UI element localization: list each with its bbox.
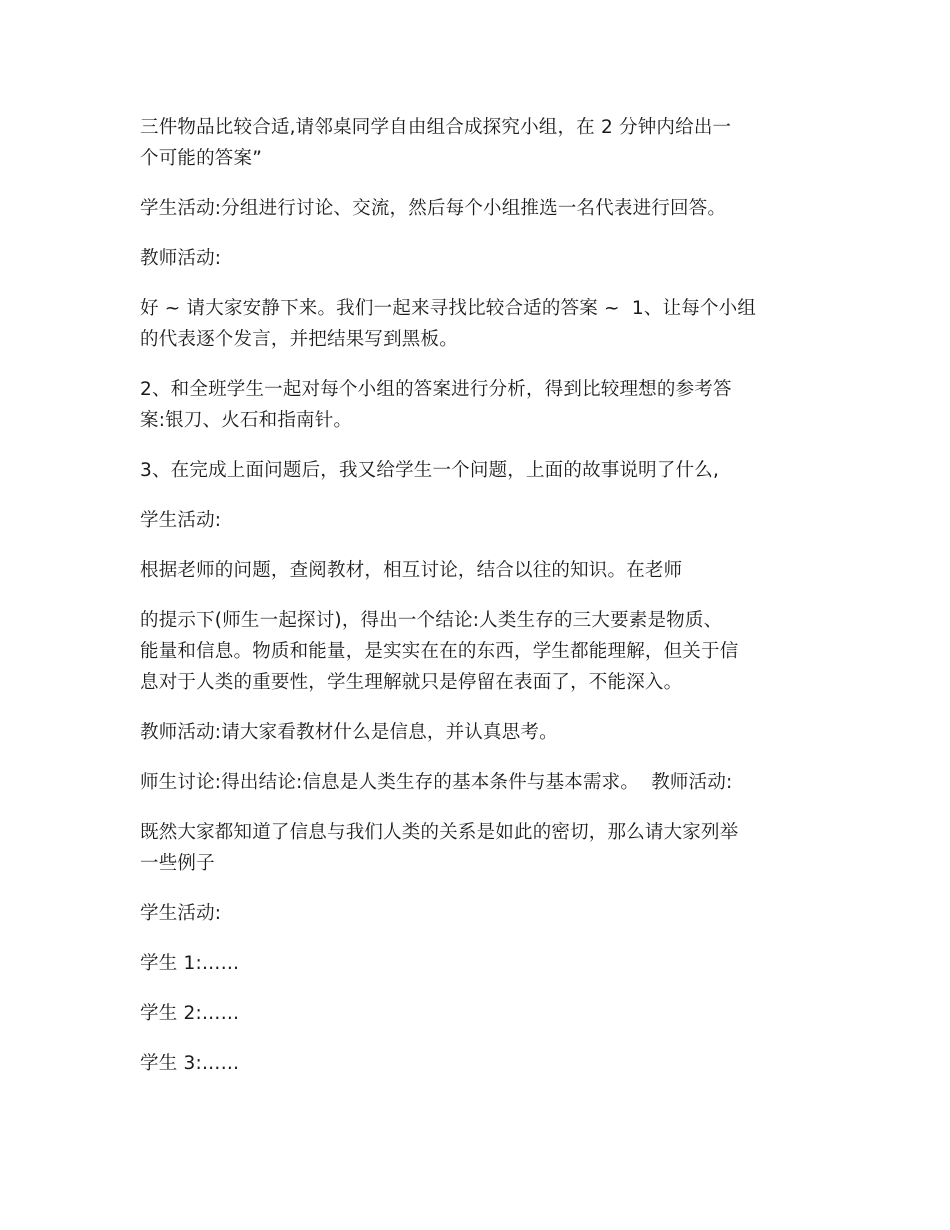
paragraph-teacher-activity-textbook: 教师活动:请大家看教材什么是信息，并认真思考。 bbox=[140, 722, 558, 743]
paragraph-step-2: 2、和全班学生一起对每个小组的答案进行分析，得到比较理想的参考答 案:银刀、火石和指南针。 bbox=[140, 379, 732, 431]
paragraph-discussion-conclusion: 师生讨论:得出结论:信息是人类生存的基本条件与基本需求。 教师活动: bbox=[140, 772, 733, 793]
paragraph-research: 根据老师的问题，查阅教材，相互讨论，结合以往的知识。在老师 bbox=[140, 560, 683, 581]
paragraph-group-task: 三件物品比较合适,请邻桌同学自由组合成探究小组，在 2 分钟内给出一 个可能的答案” bbox=[140, 117, 732, 169]
paragraph-step-3: 3、在完成上面问题后，我又给学生一个问题，上面的故事说明了什么, bbox=[140, 460, 720, 481]
paragraph-teacher-activity-heading: 教师活动: bbox=[140, 248, 222, 269]
paragraph-student-activity-heading: 学生活动: bbox=[140, 510, 222, 531]
document-body bbox=[140, 112, 820, 1098]
paragraph-student-1: 学生 1:…… bbox=[140, 953, 240, 974]
paragraph-examples-prompt: 既然大家都知道了信息与我们人类的关系是如此的密切，那么请大家列举 一些例子 bbox=[140, 822, 739, 874]
paragraph-student-3: 学生 3:…… bbox=[140, 1053, 240, 1074]
paragraph-conclusion-three-elements: 的提示下(师生一起探讨)，得出一个结论:人类生存的三大要素是物质、 能量和信息。物质和能量，是实实在在的东西，学生都能理解，但关于信 息对于人类的重要性，学生理解就只是停留在表面了，不能深入。 bbox=[140, 610, 739, 693]
paragraph-student-activity-discussion: 学生活动:分组进行讨论、交流，然后每个小组推选一名代表进行回答。 bbox=[140, 198, 727, 219]
paragraph-step-1: 好 ~ 请大家安静下来。我们一起来寻找比较合适的答案 ~ 1、让每个小组 的代表逐个发言，并把结果写到黑板。 bbox=[140, 298, 757, 350]
paragraph-student-activity-examples: 学生活动: bbox=[140, 903, 222, 924]
paragraph-student-2: 学生 2:…… bbox=[140, 1003, 240, 1024]
